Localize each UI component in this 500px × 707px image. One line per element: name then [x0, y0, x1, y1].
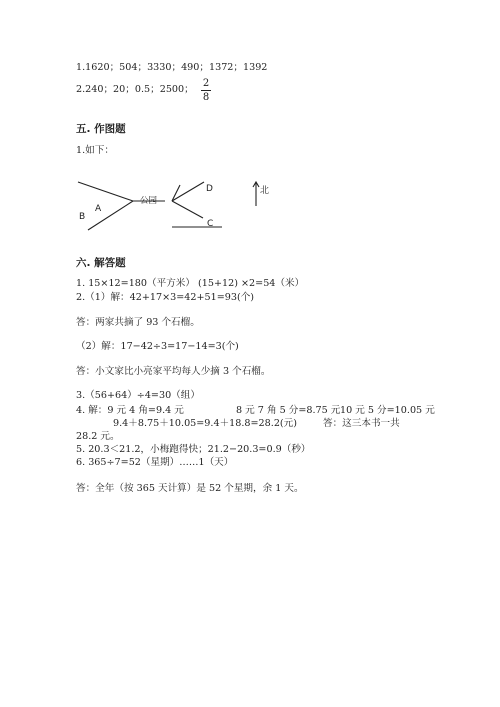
sec6-line: 1. 15×12=180（平方米） (15+12) ×2=54（米） — [76, 278, 305, 289]
sec6-line: 答：全年（按 365 天计算）是 52 个星期，余 1 天。 — [76, 483, 304, 494]
fraction-numerator: 2 — [202, 78, 210, 89]
q4-part-e: 答：这三本书一共 — [323, 418, 400, 429]
section-5-heading: 五. 作图题 — [76, 123, 126, 135]
sec6-line: 6. 365÷7=52（星期）……1（天） — [76, 457, 234, 468]
q4-part-d: 9.4＋8.75＋10.05=9.4＋18.8=28.2(元) — [113, 418, 298, 429]
sec6-line: （2）解：17−42÷3=17−14=3(个) — [76, 341, 239, 352]
label-d: D — [206, 184, 213, 194]
sec6-line: 答：小文家比小亮家平均每人少摘 3 个石榴。 — [76, 366, 271, 377]
label-b: B — [79, 212, 86, 222]
answer-line-2: 2.240；20；0.5；2500； — [76, 84, 194, 95]
sec5-item-1: 1.如下： — [76, 145, 114, 156]
sec6-line: 2.（1）解：42+17×3=42+51=93(个) — [76, 292, 255, 303]
road-line — [78, 182, 133, 201]
fraction-denominator: 8 — [202, 92, 210, 103]
label-c: C — [207, 219, 214, 229]
road-line — [172, 201, 203, 218]
q4-part-b: 8 元 7 角 5 分=8.75 元 — [236, 405, 341, 416]
q4-part-a: 4. 解：9 元 4 角=9.4 元 — [76, 405, 184, 416]
north-label: 北 — [260, 186, 270, 196]
section-6-heading: 六. 解答题 — [76, 257, 126, 269]
q4-part-c: 10 元 5 分=10.05 元 — [340, 405, 435, 416]
label-a: A — [95, 204, 102, 214]
q4-part-f: 28.2 元。 — [76, 431, 120, 442]
sec6-line: 5. 20.3＜21.2，小梅跑得快；21.2−20.3=0.9（秒） — [76, 444, 311, 455]
sec6-line: 3.（56+64）÷4=30（组） — [76, 390, 200, 401]
answer-line-1: 1.1620；504；3330；490；1372；1392 — [76, 62, 268, 73]
park-label: 公园 — [140, 196, 158, 206]
sec6-line: 答：两家共摘了 93 个石榴。 — [76, 317, 200, 328]
